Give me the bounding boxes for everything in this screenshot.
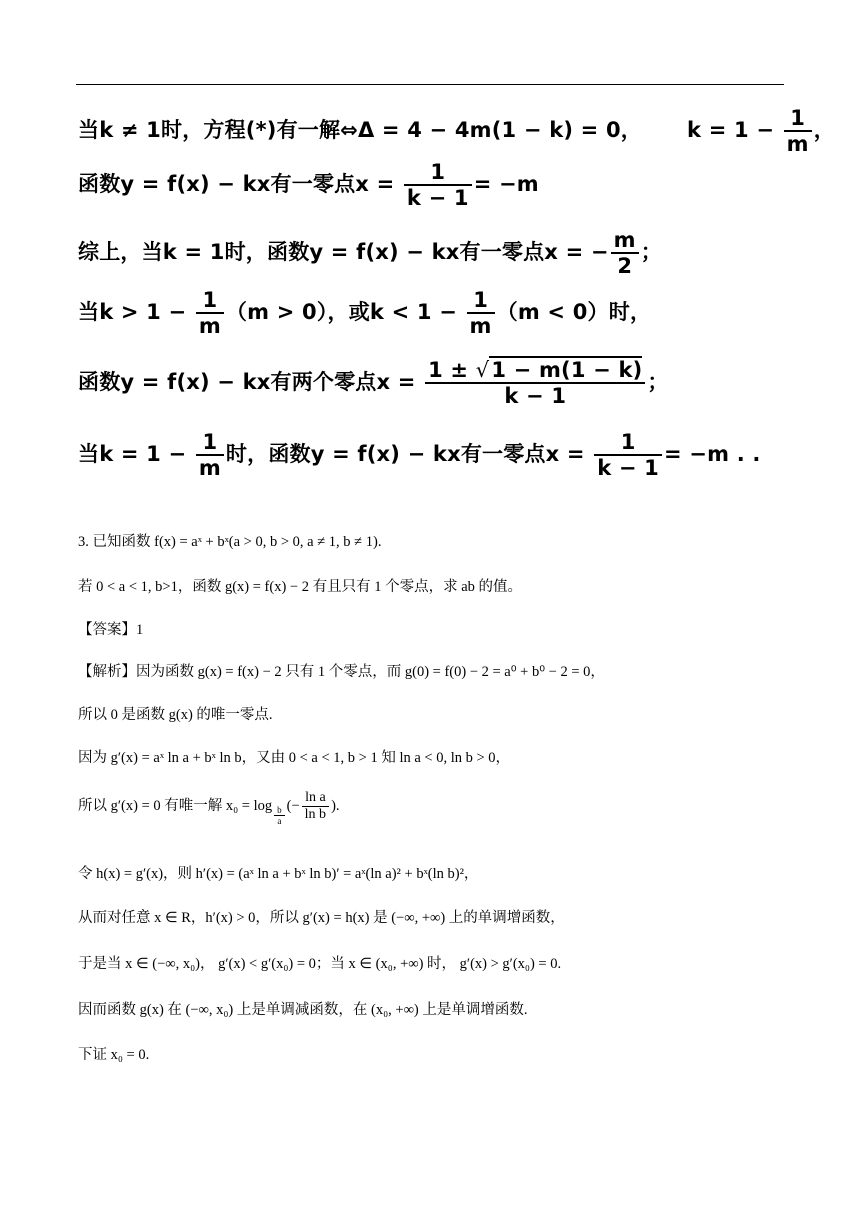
top-line-6-a: 当k = 1 − [78,442,194,466]
fraction-denominator: m [196,312,224,338]
solution-line-2: 所以 0 是函数 g(x) 的唯一零点. [78,707,273,723]
top-line-2-text: 函数y = f(x) − kx有一零点x = [78,172,402,196]
solution-line-5: 令 h(x) = g′(x)，则 h′(x) = (aˣ ln a + bˣ ln b)′ = aˣ(ln a)² + bˣ(ln b)²， [78,866,479,882]
top-line-4-b: （m > 0），或k < 1 − [225,300,465,324]
solution-line-8: 因而函数 g(x) 在 (−∞, x₀) 上是单调减函数，在 (x₀, +∞) 上是单调增函数. [78,1002,528,1018]
fraction [467,288,495,338]
top-line-1 [78,106,835,156]
fraction-denominator: m [784,130,812,156]
solution-line-7: 于是当 x ∈ (−∞, x₀)， g′(x) < g′(x₀) = 0；当 x ∈ (x₀, +∞) 时， g′(x) > g′(x₀) = 0. [78,956,562,972]
fraction-denominator: 2 [611,252,639,278]
fraction [196,430,224,480]
top-line-4-a: 当k > 1 − [78,300,194,324]
fraction-numerator: b [277,804,282,815]
solution-line-3: 因为 g′(x) = aˣ ln a + bˣ ln b，又由 0 < a < 1, b > 1 知 ln a < 0, ln b > 0， [78,750,511,766]
fraction-denominator: m [196,454,224,480]
fraction-denominator: k − 1 [404,184,472,210]
fraction [196,288,224,338]
fraction-numerator: 1 [430,160,446,184]
fraction [784,106,812,156]
solution-line-4 [78,790,340,826]
solution-line-4-a: 所以 g′(x) = 0 有唯一解 x₀ = log [78,797,273,814]
numerator-prefix: 1 ± [428,358,476,382]
top-line-6-end: = −m . . [664,442,761,466]
fraction [404,160,472,210]
fraction-numerator: 1 [202,288,218,312]
fraction-denominator: k − 1 [594,454,662,480]
fraction-denominator: m [467,312,495,338]
solution-line-1: 【解析】因为函数 g(x) = f(x) − 2 只有 1 个零点，而 g(0) = f(0) − 2 = a⁰ + b⁰ − 2 = 0， [78,664,605,680]
top-line-5-end: ； [647,370,669,394]
top-line-3 [78,228,662,278]
fraction-denominator: a [274,815,285,826]
sqrt-symbol-icon: √ [475,358,490,382]
top-line-4-c: （m < 0）时， [496,300,652,324]
header-rule [76,84,784,85]
solution-line-9: 下证 x₀ = 0. [78,1047,150,1063]
fraction-numerator: 1 [620,430,636,454]
fraction-numerator: 1 [202,430,218,454]
top-line-2 [78,160,539,210]
top-line-6-b: 时，函数y = f(x) − kx有一零点x = [225,442,593,466]
log-base-fraction [274,805,285,826]
top-line-4 [78,288,651,338]
fraction-denominator: k − 1 [425,382,645,408]
solution-line-4-c: ). [331,797,340,814]
fraction-numerator: 1 [473,288,488,312]
fraction-denominator: ln b [302,806,329,823]
top-line-3-end: ； [640,240,662,264]
solution-line-6: 从而对任意 x ∈ R，h′(x) > 0，所以 g′(x) = h(x) 是 (−∞, +∞) 上的单调增函数， [78,910,565,926]
problem-condition: 若 0 < a < 1, b>1，函数 g(x) = f(x) − 2 有且只有 1 个零点，求 ab 的值。 [78,579,523,595]
fraction [302,790,329,823]
fraction [611,228,639,278]
fraction [425,358,645,408]
fraction-numerator: 1 [790,106,806,130]
top-line-1-end: ， [813,118,835,142]
problem-statement: 3. 已知函数 f(x) = aˣ + bˣ(a > 0, b > 0, a ≠ 1, b ≠ 1). [78,534,382,550]
top-line-1-tail: k = 1 − [687,118,782,142]
answer-line: 【答案】1 [78,622,144,638]
fraction-numerator [425,358,645,382]
top-line-1-text: 当k ≠ 1时，方程(*)有一解⇔Δ = 4 − 4m(1 − k) = 0， [78,118,642,142]
solution-line-4-b: (− [286,797,300,814]
top-line-6 [78,430,761,480]
fraction-numerator: ln a [305,790,326,805]
fraction [594,430,662,480]
top-line-2-end: = −m [473,172,539,196]
top-line-5-text: 函数y = f(x) − kx有两个零点x = [78,370,424,394]
top-line-3-text: 综上，当k = 1时，函数y = f(x) − kx有一零点x = − [78,240,609,264]
top-line-5 [78,358,669,408]
radicand: 1 − m(1 − k) [491,358,643,382]
fraction-numerator: m [613,228,636,252]
